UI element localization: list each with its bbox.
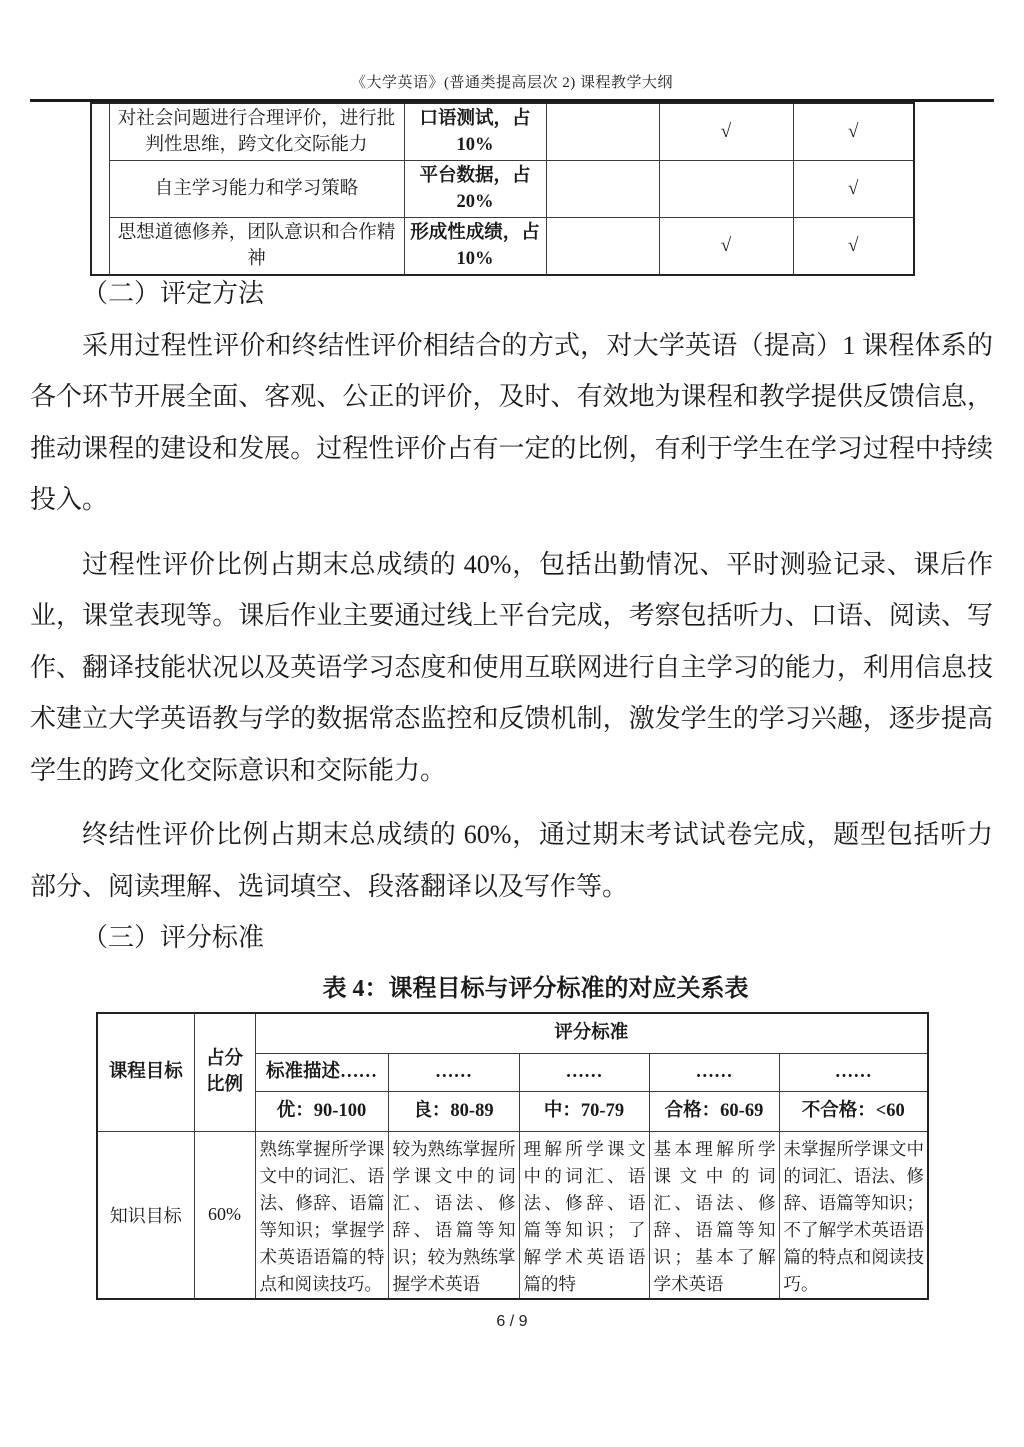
table-header-row (97, 1013, 928, 1053)
header-cell-desc: …… (519, 1053, 649, 1091)
table4-caption: 表 4：课程目标与评分标准的对应关系表 (322, 975, 749, 1002)
body-cell-ratio: 60% (194, 1131, 255, 1299)
header-cell-desc: 标准描述…… (255, 1053, 388, 1091)
check-cell: √ (793, 103, 914, 161)
table-cell-continued (91, 103, 109, 275)
header-cell-grade: 中：70-79 (519, 1091, 649, 1131)
objective-cell: 自主学习能力和学习策略 (109, 161, 404, 218)
grading-criteria-table (96, 1012, 929, 1300)
header-cell-grade: 优：90-100 (255, 1091, 388, 1131)
paragraph: 终结性评价比例占期末总成绩的 60%，通过期末考试试卷完成，题型包括听力部分、阅读理解、选词填空、段落翻译以及写作等。 (30, 820, 993, 901)
check-cell: √ (793, 218, 914, 276)
check-cell (546, 161, 659, 218)
header-cell-grade: 良：80-89 (388, 1091, 519, 1131)
header-cell-grade: 合格：60-69 (649, 1091, 779, 1131)
header-cell-desc: …… (649, 1053, 779, 1091)
page-header-title: 《大学英语》(普通类提高层次 2) 课程教学大纲 (351, 75, 673, 91)
table-row (91, 218, 914, 276)
assessment-mapping-table (90, 102, 915, 276)
header-cell-grade: 不合格：<60 (779, 1091, 928, 1131)
method-cell: 平台数据，占20% (404, 161, 546, 218)
check-cell (546, 218, 659, 276)
table-row (91, 103, 914, 161)
table-body-row (97, 1131, 928, 1299)
check-cell (659, 161, 793, 218)
section-heading-2: （二）评定方法 (82, 279, 265, 308)
check-cell: √ (659, 218, 793, 276)
header-cell-desc: …… (779, 1053, 928, 1091)
check-cell: √ (659, 103, 793, 161)
body-cell-criteria: 理解所学课文中的词汇、语法、修辞、语篇等知识；了解学术英语语篇的特 (519, 1131, 649, 1299)
table-row (91, 161, 914, 218)
body-cell-criteria: 未掌握所学课文中的词汇、语法、修辞、语篇等知识；不了解学术英语语篇的特点和阅读技巧。 (779, 1131, 928, 1299)
paragraph: 采用过程性评价和终结性评价相结合的方式，对大学英语（提高）1 课程体系的各个环节开展全面、客观、公正的评价，及时、有效地为课程和教学提供反馈信息，推动课程的建设和发展。过程性评价占有一定的比例，有利于学生在学习过程中持续投入。 (30, 330, 993, 514)
method-cell: 口语测试，占10% (404, 103, 546, 161)
header-cell-desc: …… (388, 1053, 519, 1091)
method-cell: 形成性成绩，占10% (404, 218, 546, 276)
check-cell: √ (793, 161, 914, 218)
document-body (30, 268, 993, 1015)
page-number: 6 / 9 (496, 1313, 528, 1330)
body-cell-objective: 知识目标 (97, 1131, 194, 1299)
header-cell-criteria-group: 评分标准 (255, 1013, 928, 1053)
header-cell-ratio: 占分比例 (194, 1013, 255, 1131)
header-cell-objective: 课程目标 (97, 1013, 194, 1131)
body-cell-criteria: 基本理解所学课文中的词汇、语法、修辞、语篇等知识；基本了解学术英语 (649, 1131, 779, 1299)
objective-cell: 思想道德修养，团队意识和合作精神 (109, 218, 404, 276)
body-cell-criteria: 熟练掌握所学课文中的词汇、语法、修辞、语篇等知识；掌握学术英语语篇的特点和阅读技巧。 (255, 1131, 388, 1299)
body-cell-criteria: 较为熟练掌握所学课文中的词汇、语法、修辞、语篇等知识；较为熟练掌握学术英语 (388, 1131, 519, 1299)
check-cell (546, 103, 659, 161)
paragraph: 过程性评价比例占期末总成绩的 40%，包括出勤情况、平时测验记录、课后作业，课堂表现等。课后作业主要通过线上平台完成，考察包括听力、口语、阅读、写作、翻译技能状况以及英语学习态度和使用互联网进行自主学习的能力，利用信息技术建立大学英语教与学的数据常态监控和反馈机制，激发学生的学习兴趣，逐步提高学生的跨文化交际意识和交际能力。 (30, 549, 993, 785)
section-heading-3: （三）评分标准 (82, 923, 265, 952)
objective-cell: 对社会问题进行合理评价，进行批判性思维，跨文化交际能力 (109, 103, 404, 161)
